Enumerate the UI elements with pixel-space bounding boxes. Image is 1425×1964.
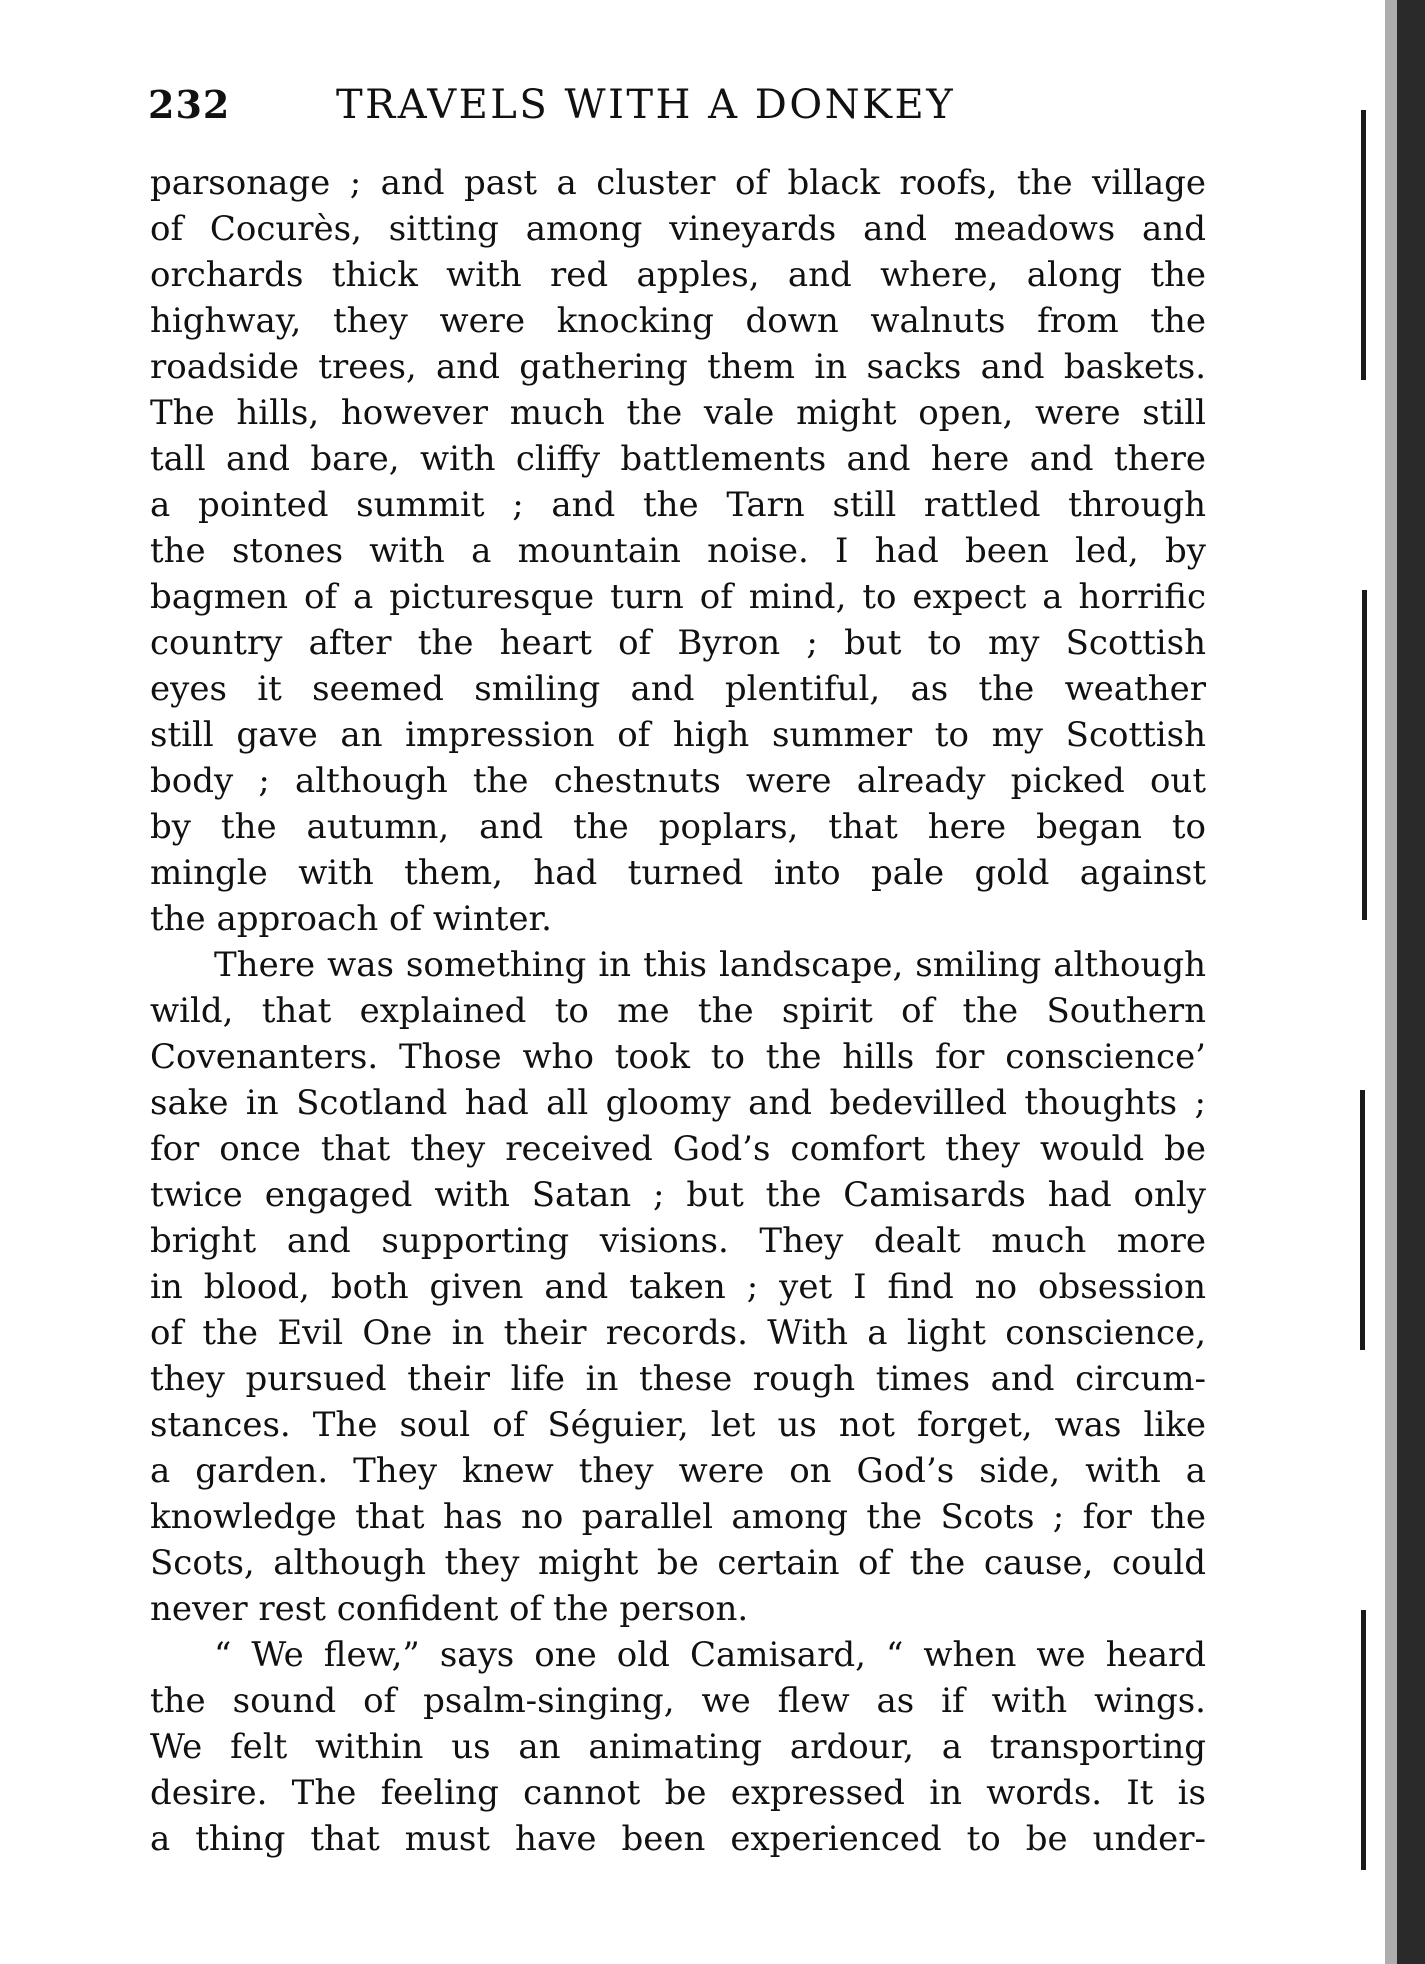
text-line: mingle with them, had turned into pale gold against: [150, 853, 1206, 893]
text-line: they pursued their life in these rough times and circum-: [150, 1359, 1206, 1399]
text-line: “ We flew,” says one old Camisard, “ when we heard: [214, 1635, 1206, 1675]
page-number: 232: [148, 82, 231, 127]
text-line: tall and bare, with cliffy battlements and here and there: [150, 439, 1206, 479]
text-line: The hills, however much the vale might open, were still: [150, 393, 1206, 433]
text-line: wild, that explained to me the spirit of the Southern: [150, 991, 1206, 1031]
text-line: desire. The feeling cannot be expressed in words. It is: [150, 1773, 1206, 1813]
text-line: the sound of psalm-singing, we flew as if with wings.: [150, 1681, 1206, 1721]
text-line: twice engaged with Satan ; but the Camisards had only: [150, 1175, 1206, 1215]
paragraph: [150, 160, 1206, 942]
text-line: a thing that must have been experienced to be under-: [150, 1819, 1206, 1859]
text-line: still gave an impression of high summer to my Scottish: [150, 715, 1206, 755]
text-line: parsonage ; and past a cluster of black roofs, the village: [150, 163, 1206, 203]
text-line: the approach of winter.: [150, 899, 552, 939]
text-line: a pointed summit ; and the Tarn still rattled through: [150, 485, 1206, 525]
text-line: never rest confident of the person.: [150, 1589, 749, 1629]
running-head: [148, 82, 1208, 142]
text-line: knowledge that has no parallel among the Scots ; for the: [150, 1497, 1206, 1537]
paragraph: [150, 942, 1206, 1632]
binding-edge-shadow: [1355, 0, 1425, 1964]
running-title: TRAVELS WITH A DONKEY: [336, 82, 956, 128]
text-line: There was something in this landscape, smiling although: [214, 945, 1206, 985]
text-line: bright and supporting visions. They dealt much more: [150, 1221, 1206, 1261]
text-line: stances. The soul of Séguier, let us not forget, was like: [150, 1405, 1206, 1445]
text-line: of Cocurès, sitting among vineyards and meadows and: [150, 209, 1206, 249]
text-line: a garden. They knew they were on God’s side, with a: [150, 1451, 1206, 1491]
binding-stroke: [1360, 1090, 1365, 1350]
text-line: Covenanters. Those who took to the hills for conscience’: [150, 1037, 1206, 1077]
text-line: bagmen of a picturesque turn of mind, to expect a horrific: [150, 577, 1206, 617]
text-line: highway, they were knocking down walnuts from the: [150, 301, 1206, 341]
text-line: for once that they received God’s comfort they would be: [150, 1129, 1206, 1169]
text-line: sake in Scotland had all gloomy and bedevilled thoughts ;: [150, 1083, 1206, 1123]
body-text: [150, 160, 1206, 1862]
binding-stroke: [1361, 110, 1366, 380]
binding-stroke: [1362, 590, 1367, 920]
binding-dark-band: [1397, 0, 1425, 1964]
paragraph: [150, 1632, 1206, 1862]
text-line: country after the heart of Byron ; but to my Scottish: [150, 623, 1206, 663]
binding-gradient-band: [1385, 0, 1397, 1964]
text-line: eyes it seemed smiling and plentiful, as the weather: [150, 669, 1206, 709]
text-line: roadside trees, and gathering them in sacks and baskets.: [150, 347, 1206, 387]
text-line: orchards thick with red apples, and where, along the: [150, 255, 1206, 295]
text-line: the stones with a mountain noise. I had been led, by: [150, 531, 1206, 571]
text-line: Scots, although they might be certain of the cause, could: [150, 1543, 1206, 1583]
text-line: We felt within us an animating ardour, a transporting: [150, 1727, 1206, 1767]
binding-stroke: [1361, 1610, 1366, 1870]
text-line: body ; although the chestnuts were already picked out: [150, 761, 1206, 801]
text-line: of the Evil One in their records. With a light conscience,: [150, 1313, 1206, 1353]
text-line: in blood, both given and taken ; yet I find no obsession: [150, 1267, 1206, 1307]
text-line: by the autumn, and the poplars, that here began to: [150, 807, 1206, 847]
